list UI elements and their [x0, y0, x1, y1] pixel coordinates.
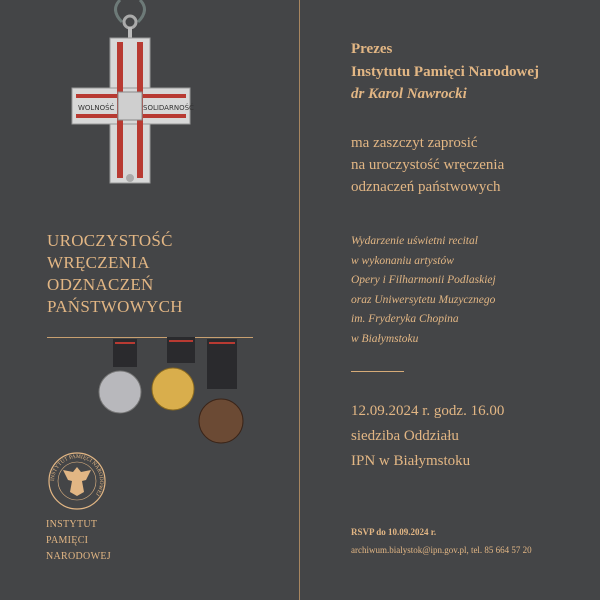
recital-line: oraz Uniwersytetu Muzycznego: [351, 293, 496, 306]
ipn-logo: [46, 450, 108, 512]
recital-line: im. Fryderyka Chopina: [351, 313, 459, 326]
host-name: dr Karol Nawrocki: [351, 86, 467, 102]
medals-image: [95, 337, 255, 447]
institution-name: [46, 517, 111, 565]
recital-line: Wydarzenie uświetni recital: [351, 235, 478, 247]
title-line: UROCZYSTOŚĆ: [47, 231, 173, 250]
invitation-text: [351, 132, 504, 198]
logo-line: PAMIĘCI: [46, 535, 89, 546]
recital-line: w wykonaniu artystów: [351, 254, 454, 267]
recital-text: [351, 232, 496, 350]
contact-info: archiwum.bialystok@ipn.gov.pl, tel. 85 664 57 20: [351, 545, 532, 555]
invite-line: ma zaszczyt zaprosić: [351, 135, 478, 151]
gold-short-rule: [351, 371, 404, 372]
logo-ring-text: INSTYTUT PAMIĘCI NARODOWEJ: [49, 453, 105, 497]
cross-inscription-left: WOLNOŚĆ: [78, 104, 115, 112]
title-line: PAŃSTWOWYCH: [47, 297, 183, 316]
cross-inscription-right: SOLIDARNOŚĆ: [143, 104, 194, 112]
event-title: [47, 230, 183, 318]
rsvp-deadline: RSVP do 10.09.2024 r.: [351, 527, 437, 537]
event-venue-city: IPN w Białymstoku: [351, 453, 471, 469]
date-venue: [351, 399, 504, 474]
cross-medal-image: [60, 0, 200, 190]
logo-line: INSTYTUT: [46, 519, 98, 530]
host-institution: Instytutu Pamięci Narodowej: [351, 63, 540, 80]
host-header: [351, 38, 539, 106]
recital-line: Opery i Filharmonii Podlaskiej: [351, 274, 496, 287]
event-date: 12.09.2024 r. godz. 16.00: [351, 403, 505, 419]
logo-line: NARODOWEJ: [46, 551, 111, 562]
eagle-icon: [63, 467, 91, 496]
host-title: Prezes: [351, 41, 393, 57]
title-line: WRĘCZENIA: [47, 253, 150, 272]
vertical-divider: [299, 0, 300, 600]
invite-line: odznaczeń państwowych: [351, 179, 501, 195]
recital-line: w Białymstoku: [351, 332, 419, 345]
title-line: ODZNACZEŃ: [47, 275, 154, 294]
event-venue: siedziba Oddziału: [351, 428, 459, 444]
invite-line: na uroczystość wręczenia: [351, 157, 505, 173]
